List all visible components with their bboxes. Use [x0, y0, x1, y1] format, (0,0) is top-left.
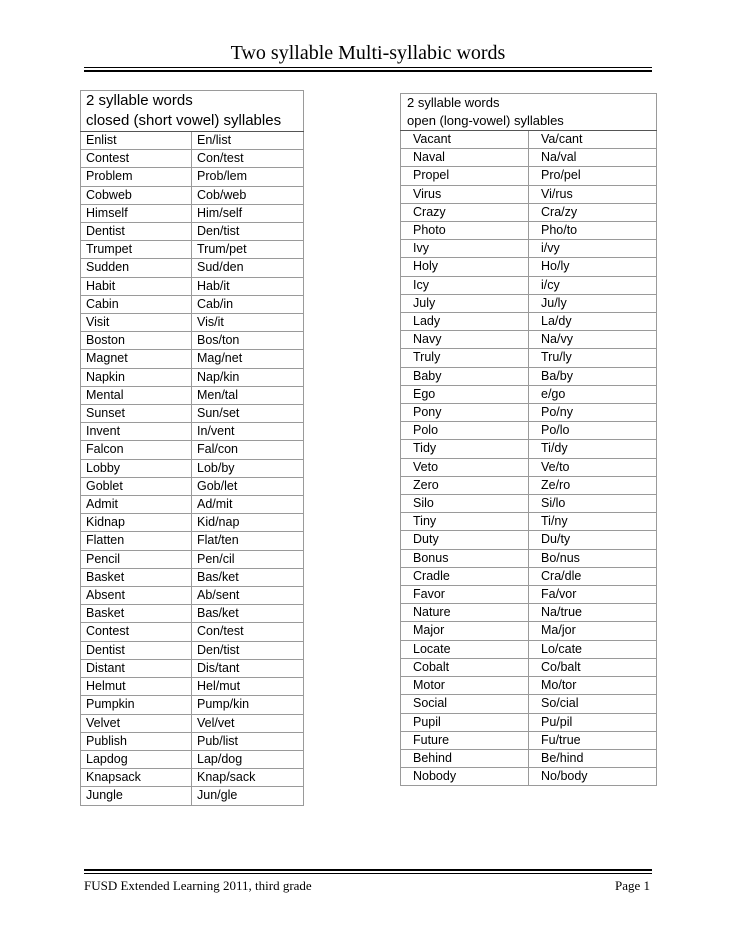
word-cell: Polo	[401, 422, 529, 440]
word-cell: Cabin	[81, 295, 192, 313]
word-cell: Lady	[401, 313, 529, 331]
syllable-cell: Mag/net	[192, 350, 304, 368]
syllable-cell: So/cial	[529, 695, 657, 713]
syllable-cell: Bo/nus	[529, 549, 657, 567]
table-row	[401, 604, 657, 622]
syllable-cell: Jun/gle	[192, 787, 304, 805]
table-row	[401, 131, 657, 149]
word-cell: Pumpkin	[81, 696, 192, 714]
table-row	[81, 168, 304, 186]
word-cell: Photo	[401, 222, 529, 240]
word-cell: Contest	[81, 150, 192, 168]
word-cell: Major	[401, 622, 529, 640]
table-subheading: open (long-vowel) syllables	[401, 112, 657, 131]
syllable-cell: Be/hind	[529, 749, 657, 767]
table-row	[401, 385, 657, 403]
table-row	[81, 659, 304, 677]
syllable-cell: Cra/dle	[529, 567, 657, 585]
syllable-cell: Va/cant	[529, 131, 657, 149]
footer-rule	[84, 873, 652, 874]
syllable-cell: La/dy	[529, 313, 657, 331]
syllable-cell: Fal/con	[192, 441, 304, 459]
table-row	[81, 696, 304, 714]
word-cell: Enlist	[81, 132, 192, 150]
syllable-cell: Po/lo	[529, 422, 657, 440]
table-row	[81, 295, 304, 313]
word-cell: Vacant	[401, 131, 529, 149]
table-row	[401, 531, 657, 549]
table-row	[401, 222, 657, 240]
syllable-cell: Bas/ket	[192, 568, 304, 586]
word-cell: Motor	[401, 677, 529, 695]
table-row	[81, 132, 304, 150]
word-cell: Ivy	[401, 240, 529, 258]
table-header-row	[401, 94, 657, 113]
word-cell: Tiny	[401, 513, 529, 531]
syllable-cell: In/vent	[192, 423, 304, 441]
word-cell: Invent	[81, 423, 192, 441]
word-cell: Tidy	[401, 440, 529, 458]
word-cell: Trumpet	[81, 241, 192, 259]
footer-rule-thick	[84, 869, 652, 871]
word-cell: Duty	[401, 531, 529, 549]
word-cell: Pony	[401, 404, 529, 422]
word-cell: Cobalt	[401, 658, 529, 676]
word-cell: Pencil	[81, 550, 192, 568]
word-cell: Icy	[401, 276, 529, 294]
word-cell: July	[401, 294, 529, 312]
syllable-cell: No/body	[529, 768, 657, 786]
word-cell: Helmut	[81, 678, 192, 696]
table-row	[81, 514, 304, 532]
table-row	[81, 332, 304, 350]
table-row	[401, 294, 657, 312]
table-row	[401, 149, 657, 167]
word-cell: Favor	[401, 586, 529, 604]
syllable-cell: i/cy	[529, 276, 657, 294]
syllable-cell: Bas/ket	[192, 605, 304, 623]
syllable-cell: Bos/ton	[192, 332, 304, 350]
syllable-cell: Po/ny	[529, 404, 657, 422]
syllable-cell: Lap/dog	[192, 750, 304, 768]
table-row	[401, 185, 657, 203]
word-cell: Mental	[81, 386, 192, 404]
syllable-cell: Kid/nap	[192, 514, 304, 532]
syllable-cell: Cob/web	[192, 186, 304, 204]
table-row	[81, 641, 304, 659]
word-cell: Locate	[401, 640, 529, 658]
table-row	[401, 458, 657, 476]
word-cell: Himself	[81, 204, 192, 222]
word-cell: Zero	[401, 476, 529, 494]
footer-text: FUSD Extended Learning 2011, third grade	[84, 878, 312, 893]
syllable-cell: Hel/mut	[192, 678, 304, 696]
table-row	[401, 677, 657, 695]
syllable-cell: Co/balt	[529, 658, 657, 676]
syllable-cell: Lob/by	[192, 459, 304, 477]
table-row	[81, 241, 304, 259]
table-row	[81, 714, 304, 732]
table-row	[401, 731, 657, 749]
syllable-cell: Ju/ly	[529, 294, 657, 312]
table-row	[401, 567, 657, 585]
syllable-cell: Pump/kin	[192, 696, 304, 714]
word-cell: Behind	[401, 749, 529, 767]
table-row	[401, 713, 657, 731]
syllable-cell: Fa/vor	[529, 586, 657, 604]
word-cell: Future	[401, 731, 529, 749]
table-row	[81, 623, 304, 641]
table-row	[81, 787, 304, 805]
word-cell: Problem	[81, 168, 192, 186]
syllable-cell: Ve/to	[529, 458, 657, 476]
syllable-cell: Prob/lem	[192, 168, 304, 186]
table-row	[401, 404, 657, 422]
word-cell: Velvet	[81, 714, 192, 732]
table-row	[401, 495, 657, 513]
word-cell: Nature	[401, 604, 529, 622]
table-row	[81, 496, 304, 514]
table-row	[401, 440, 657, 458]
table-row	[401, 622, 657, 640]
syllable-cell: Men/tal	[192, 386, 304, 404]
table-row	[401, 276, 657, 294]
table-row	[81, 150, 304, 168]
syllable-cell: Pro/pel	[529, 167, 657, 185]
syllable-cell: Nap/kin	[192, 368, 304, 386]
table-row	[81, 678, 304, 696]
word-cell: Falcon	[81, 441, 192, 459]
word-cell: Cradle	[401, 567, 529, 585]
syllable-cell: Pen/cil	[192, 550, 304, 568]
word-cell: Lapdog	[81, 750, 192, 768]
syllable-cell: Con/test	[192, 623, 304, 641]
table-row	[81, 259, 304, 277]
table-row	[81, 769, 304, 787]
syllable-cell: Na/true	[529, 604, 657, 622]
syllable-cell: Sun/set	[192, 405, 304, 423]
syllable-cell: i/vy	[529, 240, 657, 258]
title-rule	[84, 67, 652, 68]
table-heading: 2 syllable words	[81, 91, 304, 112]
word-cell: Veto	[401, 458, 529, 476]
word-cell: Dentist	[81, 223, 192, 241]
word-cell: Bonus	[401, 549, 529, 567]
word-cell: Lobby	[81, 459, 192, 477]
syllable-cell: En/list	[192, 132, 304, 150]
syllable-cell: e/go	[529, 385, 657, 403]
word-cell: Jungle	[81, 787, 192, 805]
table-row	[401, 349, 657, 367]
word-cell: Knapsack	[81, 769, 192, 787]
table-row	[401, 203, 657, 221]
table-row	[401, 658, 657, 676]
table-row	[81, 314, 304, 332]
word-cell: Virus	[401, 185, 529, 203]
syllable-cell: Pu/pil	[529, 713, 657, 731]
table-row	[401, 695, 657, 713]
table-row	[401, 549, 657, 567]
table-row	[81, 568, 304, 586]
word-cell: Habit	[81, 277, 192, 295]
word-cell: Social	[401, 695, 529, 713]
syllable-cell: Si/lo	[529, 495, 657, 513]
syllable-cell: Ti/dy	[529, 440, 657, 458]
syllable-cell: Vis/it	[192, 314, 304, 332]
table-row	[401, 331, 657, 349]
table-row	[401, 476, 657, 494]
word-cell: Admit	[81, 496, 192, 514]
syllable-cell: Fu/true	[529, 731, 657, 749]
word-cell: Ego	[401, 385, 529, 403]
syllable-cell: Knap/sack	[192, 769, 304, 787]
table-row	[81, 386, 304, 404]
table-row	[81, 277, 304, 295]
page-title: Two syllable Multi-syllabic words	[230, 42, 506, 64]
table-row	[401, 768, 657, 786]
syllable-cell: Dis/tant	[192, 659, 304, 677]
word-cell: Sunset	[81, 405, 192, 423]
table-row	[401, 422, 657, 440]
word-cell: Contest	[81, 623, 192, 641]
open-syllable-table	[400, 93, 657, 786]
syllable-cell: Vel/vet	[192, 714, 304, 732]
word-cell: Flatten	[81, 532, 192, 550]
word-cell: Naval	[401, 149, 529, 167]
syllable-cell: Ze/ro	[529, 476, 657, 494]
syllable-cell: Ba/by	[529, 367, 657, 385]
word-cell: Sudden	[81, 259, 192, 277]
syllable-cell: Lo/cate	[529, 640, 657, 658]
table-row	[81, 186, 304, 204]
table-header-row	[401, 112, 657, 131]
syllable-cell: Trum/pet	[192, 241, 304, 259]
word-cell: Nobody	[401, 768, 529, 786]
table-row	[401, 313, 657, 331]
syllable-cell: Pub/list	[192, 732, 304, 750]
word-cell: Holy	[401, 258, 529, 276]
syllable-cell: Pho/to	[529, 222, 657, 240]
table-row	[81, 405, 304, 423]
table-row	[81, 459, 304, 477]
syllable-cell: Flat/ten	[192, 532, 304, 550]
table-row	[81, 441, 304, 459]
syllable-cell: Cra/zy	[529, 203, 657, 221]
syllable-cell: Cab/in	[192, 295, 304, 313]
syllable-cell: Na/vy	[529, 331, 657, 349]
word-cell: Kidnap	[81, 514, 192, 532]
syllable-cell: Gob/let	[192, 477, 304, 495]
syllable-cell: Ma/jor	[529, 622, 657, 640]
syllable-cell: Vi/rus	[529, 185, 657, 203]
table-row	[401, 258, 657, 276]
word-cell: Magnet	[81, 350, 192, 368]
word-cell: Propel	[401, 167, 529, 185]
table-subheading: closed (short vowel) syllables	[81, 111, 304, 132]
syllable-cell: Mo/tor	[529, 677, 657, 695]
table-row	[401, 749, 657, 767]
word-cell: Crazy	[401, 203, 529, 221]
table-row	[81, 550, 304, 568]
table-row	[81, 587, 304, 605]
syllable-cell: Ho/ly	[529, 258, 657, 276]
word-cell: Publish	[81, 732, 192, 750]
table-row	[401, 586, 657, 604]
word-cell: Silo	[401, 495, 529, 513]
page-number: Page 1	[614, 878, 650, 893]
table-row	[81, 368, 304, 386]
word-cell: Absent	[81, 587, 192, 605]
table-row	[81, 732, 304, 750]
table-row	[81, 223, 304, 241]
syllable-cell: Ab/sent	[192, 587, 304, 605]
table-row	[401, 640, 657, 658]
syllable-cell: Na/val	[529, 149, 657, 167]
word-cell: Visit	[81, 314, 192, 332]
word-cell: Baby	[401, 367, 529, 385]
word-cell: Cobweb	[81, 186, 192, 204]
title-rule-thick	[84, 70, 652, 72]
table-row	[81, 350, 304, 368]
table-row	[81, 532, 304, 550]
syllable-cell: Tru/ly	[529, 349, 657, 367]
closed-syllable-table	[80, 90, 304, 806]
syllable-cell: Him/self	[192, 204, 304, 222]
table-header-row	[81, 111, 304, 132]
word-cell: Truly	[401, 349, 529, 367]
word-cell: Pupil	[401, 713, 529, 731]
syllable-cell: Den/tist	[192, 641, 304, 659]
table-row	[81, 605, 304, 623]
table-row	[401, 513, 657, 531]
table-heading: 2 syllable words	[401, 94, 657, 113]
table-header-row	[81, 91, 304, 112]
word-cell: Distant	[81, 659, 192, 677]
syllable-cell: Du/ty	[529, 531, 657, 549]
table-row	[81, 750, 304, 768]
syllable-cell: Con/test	[192, 150, 304, 168]
table-row	[401, 367, 657, 385]
word-cell: Basket	[81, 605, 192, 623]
word-cell: Goblet	[81, 477, 192, 495]
table-row	[81, 477, 304, 495]
syllable-cell: Den/tist	[192, 223, 304, 241]
syllable-cell: Sud/den	[192, 259, 304, 277]
word-cell: Boston	[81, 332, 192, 350]
table-row	[401, 167, 657, 185]
table-row	[81, 204, 304, 222]
word-cell: Napkin	[81, 368, 192, 386]
syllable-cell: Ad/mit	[192, 496, 304, 514]
table-row	[81, 423, 304, 441]
word-cell: Basket	[81, 568, 192, 586]
syllable-cell: Ti/ny	[529, 513, 657, 531]
syllable-cell: Hab/it	[192, 277, 304, 295]
word-cell: Dentist	[81, 641, 192, 659]
word-cell: Navy	[401, 331, 529, 349]
table-row	[401, 240, 657, 258]
